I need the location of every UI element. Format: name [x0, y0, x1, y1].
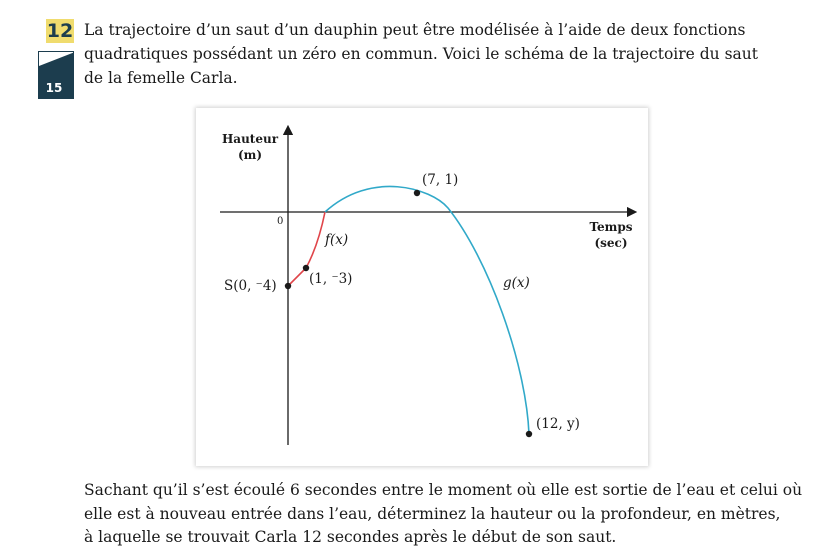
difficulty-level-number: 15 [45, 81, 63, 95]
question-line: elle est à nouveau entrée dans l’eau, déterminez la hauteur ou la profondeur, en mètres, [84, 504, 781, 523]
problem-line: quadratiques possédant un zéro en commun. Voici le schéma de la trajectoire du saut [84, 45, 759, 63]
f-curve-label: f(x) [325, 232, 349, 248]
exercise-number-badge: 12 [46, 20, 74, 42]
problem-line: de la femelle Carla. [84, 69, 238, 87]
point-12-y [526, 431, 532, 437]
origin-label: 0 [277, 216, 284, 227]
problem-line: La trajectoire d’un saut d’un dauphin peut être modélisée à l’aide de deux fonctions [84, 21, 746, 39]
question-line: Sachant qu’il s’est écoulé 6 secondes entre le moment où elle est sortie de l’eau et celui où [84, 481, 803, 499]
x-axis-label-line: Temps [589, 220, 633, 234]
point-s-label: S(0, ⁻4) [224, 278, 277, 294]
point-7-1 [414, 190, 420, 196]
problem-statement [84, 18, 784, 90]
question-statement [84, 479, 804, 550]
g-curve-label: g(x) [503, 275, 530, 291]
y-axis-label [220, 131, 280, 163]
point-s [285, 283, 291, 289]
y-axis-label-line: Hauteur [221, 132, 279, 146]
y-axis-label-unit: (m) [237, 148, 263, 162]
difficulty-level-badge [38, 51, 74, 99]
trajectory-figure [196, 108, 648, 466]
x-axis-label-unit: (sec) [594, 236, 628, 250]
point-7-1-label: (7, 1) [422, 172, 459, 188]
point-12-y-label: (12, y) [536, 416, 580, 432]
question-line: à laquelle se trouvait Carla 12 secondes après le début de son saut. [84, 528, 617, 546]
x-axis-label [582, 219, 640, 251]
point-1-3-label: (1, ⁻3) [309, 271, 353, 287]
g-curve [325, 186, 529, 434]
